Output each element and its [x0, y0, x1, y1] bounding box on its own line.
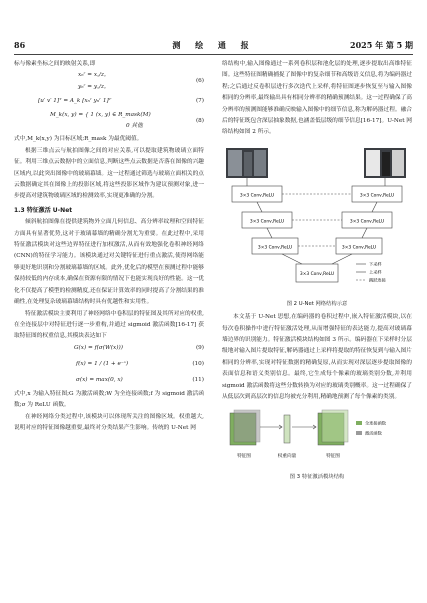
figure-legend	[356, 260, 387, 283]
decoder-block-2	[342, 212, 392, 228]
equation-number: (8)	[195, 118, 204, 125]
block-label: 3×3 Conv,ReLU	[359, 193, 395, 199]
encoder-block-3	[252, 238, 298, 254]
feature-activation-diagram	[222, 407, 412, 467]
legend-label: 跳跃连接	[369, 277, 386, 283]
equation-6	[14, 70, 204, 110]
decoder-block-1	[352, 186, 402, 202]
paragraph: 倾斜航拍图像在提供建筑物外立面几何信息、高分辨率纹理和空间特征方面具有显著优势,这对于玻璃幕墙的精确分割尤为重要。在此过程中,采用特征激活模块对这些边界特征进行加权激活,从而有效地强化卷积神经网络(CNN)的特征学习能力。该模块通过对关键特征进行重点激活,使得网络能够更好地识别和分割玻璃幕墙的区域。此外,优化后的模型在预测过程中能够保持较低的内存成本,确保在资源有限的情况下也能实现良好的性能。这一优化不仅提高了模型的检测精度,还在保证计算效率的同时提高了分割结果的准确性,在处理复杂玻璃幕墙结构时具有优越性和实用性。	[14, 219, 204, 306]
encoder-block-1	[232, 186, 282, 202]
block-label: 3×3 Conv,ReLU	[341, 245, 377, 251]
legend-label: 全连接函数	[365, 420, 386, 425]
paragraph: 标与像素坐标之间的映射关系,即	[14, 61, 96, 67]
paragraph: 式中,M_k(x,y) 为目标区域;R_mask 为最优阈值。	[14, 136, 143, 143]
equation-number: (7)	[195, 98, 204, 105]
page-number: 86	[14, 40, 26, 50]
paragraph: 络结构中,输入图像通过一系列卷积层和池化层的处理,逐步提取出高维特征图。这些特征图精确捕捉了图像中的复杂细节和高级语义信息,将为编码器过程;之后通过反卷积层进行多次迭代上采样,将特征图逐步恢复至与输入图像相同的分辨率,最终输出具有相同分辨率的精确预测结果。这一过程确保了高分辨率的预测图能够准确反映输入图像中的细节信息,称为解码器过程。融合后的特征既包含深层抽象数据,也涵盖低层级的细节信息[16-17]。U-Net 网络结构如图 2 所示。	[222, 61, 412, 136]
equation-line: f(x) = 1 / (1 + e⁻ˣ)	[76, 360, 129, 367]
journal-title: 测 绘 通 报	[172, 40, 255, 50]
block-label: 3×3 Conv,ReLU	[299, 271, 335, 277]
running-header	[14, 40, 413, 54]
block-label: 3×3 Conv,ReLU	[249, 219, 285, 225]
equation-10	[14, 357, 204, 375]
figure-legend	[356, 419, 387, 436]
paragraph: 根据三维点云与航拍图像之间的对应关系,可以提取建筑物玻璃立面特征。利用三维点云数据中的立面信息,判断这些点云数据是否落在图像的兴趣区域内,以此突出图像中的玻璃幕墙。这一过程通过筛选与玻璃立面相关的点云数据确定其在图像上的投影区域,将这些投影区域作为建议预测对象,进一步提高对建筑物玻璃区域的检测效率,实现更准确的分割。	[14, 147, 204, 200]
equation-line: [u′ v′ 1]ᵀ = A_k [xₙʳ yₙʳ 1]ᵀ	[38, 98, 112, 105]
encoder-block-2	[242, 212, 292, 228]
paragraph: 本文基于 U-Net 思想,在编码器的卷积过程中,嵌入特征激活模块,以在每次卷积操作中进行特征激活处理,从而增强特征的表达能力,提高对玻璃幕墙边界的识别能力。特征激活模块结构如图 3 所示。编码器在下采样时分层级地对输入图片提取特征,解码器通过上采样将提取的特征恢复到与输入图片相同的分辨率,实现对特征数据的精确复原,从而实现对深层逐步提取图像的表面信息和语义类别信息。最终,它生成每个像素的玻璃类别分数,并利用 sigmoid 激活函数将这些分数转换为对应的玻璃类别概率。这一过程确保了从低层次到高层次的信息均被充分利用,精确地预测了每个像素的类别。	[222, 314, 412, 401]
block-label: 3×3 Conv,ReLU	[349, 219, 385, 225]
equation-line: yₙʳ = y꜀/z꜀	[78, 84, 106, 91]
down-arrow	[282, 254, 302, 264]
down-arrow	[257, 202, 262, 212]
figure-2-caption: 图 2 U-Net 网络结构示意	[286, 301, 348, 308]
legend-label: 下采样	[369, 261, 382, 267]
diagram-label: 特征图	[237, 453, 251, 459]
diagram-label: 特征图	[326, 453, 340, 459]
paragraph: 在神经网络分类过程中,该模块可以体现所关注的图像区域。权重越大,说明对应的特征图像越重要,最终对分类结果产生影响。传统的 U-Net 网	[14, 413, 204, 431]
header-rule	[14, 54, 413, 55]
input-feature-map	[230, 410, 260, 459]
equation-line: σ(x) = max(0, x)	[76, 376, 123, 383]
input-image	[226, 148, 268, 178]
bottleneck-block	[296, 264, 338, 282]
equation-number: (11)	[192, 376, 204, 383]
block-label: 3×3 Conv,ReLU	[239, 193, 275, 199]
left-column	[14, 59, 204, 434]
figure-3-caption: 图 3 特征激活模块结构	[289, 473, 345, 480]
section-heading: 1.3 特征激活 U-Net	[14, 206, 73, 214]
equation-line: G(x) = f(σ(W(x)))	[74, 344, 123, 351]
decoder-block-3	[336, 238, 382, 254]
figure-2	[222, 142, 412, 309]
equation-number: (6)	[195, 78, 204, 85]
equation-line: 0 其他	[126, 123, 143, 130]
right-column	[222, 59, 412, 485]
equation-line: M_k(x, y) = { 1 (x, y) ∈ R_mask(M)	[50, 112, 151, 119]
equation-line: xₙʳ = x꜀/z꜀	[78, 72, 106, 79]
down-arrow	[267, 228, 272, 238]
equation-9	[14, 343, 204, 357]
unet-diagram	[222, 142, 412, 294]
legend-label: 激活函数	[365, 430, 382, 435]
weight-vector	[278, 415, 297, 459]
equation-8	[14, 110, 204, 134]
output-image	[364, 148, 406, 178]
equation-number: (9)	[195, 344, 204, 351]
equation-number: (10)	[192, 360, 204, 367]
up-arrow	[372, 202, 377, 212]
figure-3	[222, 407, 412, 482]
paragraph: 特征激活模块主要利用了神经网络中卷积层的特征图及其所对应的权重,在全连接层中对特征进行逐一步重构,并通过 sigmoid 激活函数[16-17] 获取特征图的权重信息,其模块表达如下	[14, 310, 204, 340]
block-label: 3×3 Conv,ReLU	[257, 245, 293, 251]
up-arrow	[362, 228, 367, 238]
paragraph: 式中,x 为输入特征图;G 为激活函数;W 为全连接函数;f 为 sigmoid 激活函数;σ 为 ReLU 函数。	[14, 390, 204, 409]
legend-label: 上采样	[369, 269, 382, 275]
up-arrow	[332, 254, 352, 264]
equation-11	[14, 375, 204, 389]
issue-label: 2025 年 第 5 期	[350, 40, 413, 50]
diagram-label: 权重向量	[277, 453, 297, 459]
output-feature-map	[318, 410, 348, 459]
